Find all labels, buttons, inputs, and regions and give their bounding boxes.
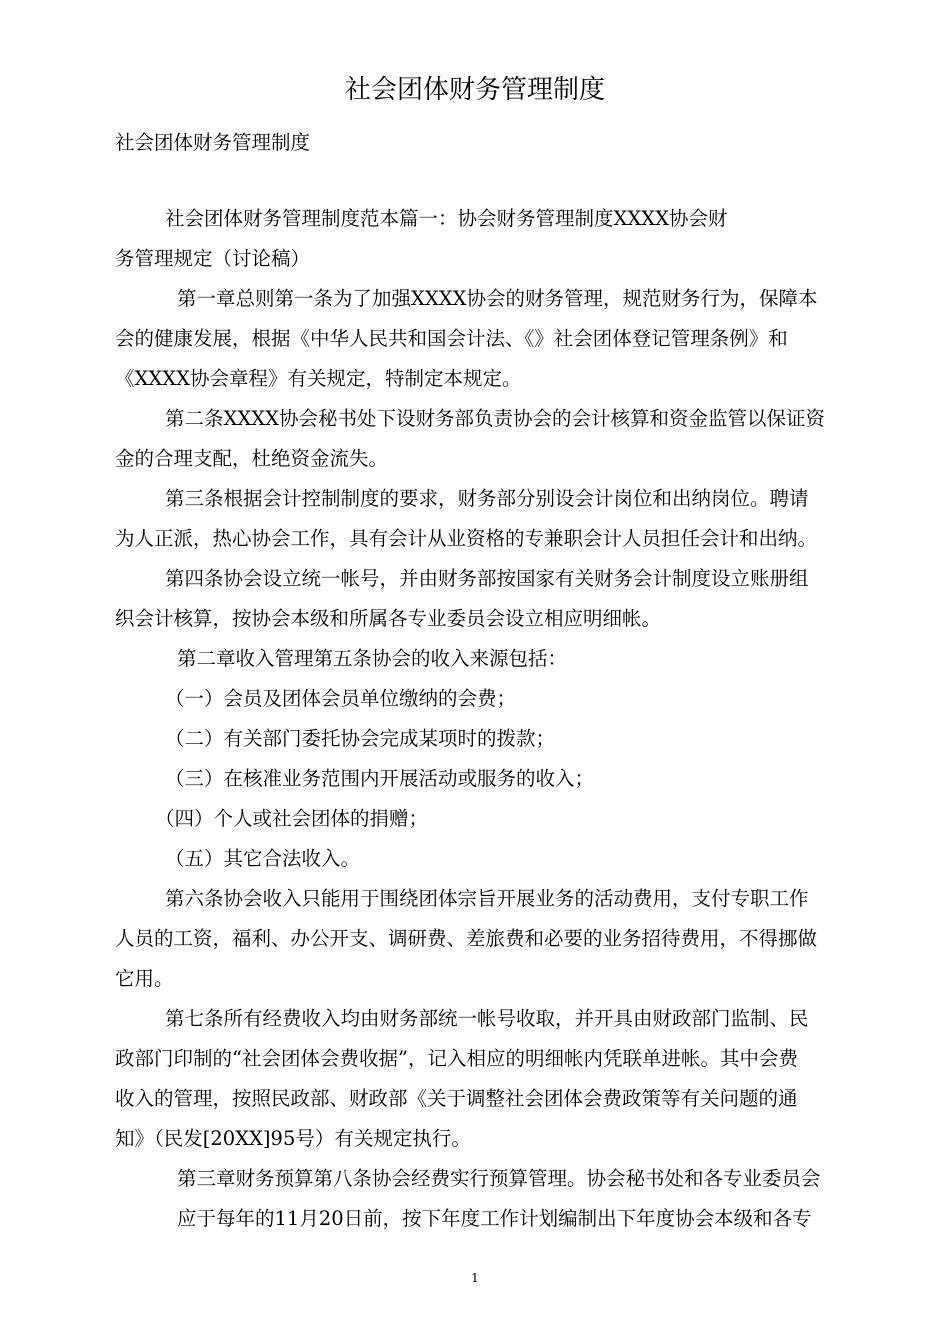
paragraph-line: 第七条所有经费收入均由财务部统一帐号收取，并开具由财政部门监制、民	[165, 1007, 809, 1030]
paragraph-line: 第一章总则第一条为了加强XXXX协会的财务管理，规范财务行为，保障本	[177, 287, 818, 310]
page-number: 1	[471, 1271, 479, 1285]
document-subtitle: 社会团体财务管理制度	[115, 131, 311, 154]
paragraph-line: 第三章财务预算第八条协会经费实行预算管理。协会秘书处和各专业委员会	[177, 1167, 821, 1190]
paragraph-line: 第二章收入管理第五条协会的收入来源包括：	[177, 647, 568, 670]
paragraph-line: 人员的工资，福利、办公开支、调研费、差旅费和必要的业务招待费用，不得挪做	[115, 927, 818, 950]
paragraph-line: 《XXXX协会章程》有关规定，特制定本规定。	[115, 367, 522, 390]
list-item: （二）有关部门委托协会完成某项时的拨款；	[165, 727, 556, 750]
paragraph-line: 第四条协会设立统一帐号，并由财务部按国家有关财务会计制度设立账册组	[165, 567, 809, 590]
paragraph-line: 它用。	[115, 967, 174, 990]
list-item: （五）其它合法收入。	[165, 847, 361, 870]
paragraph-line: 社会团体财务管理制度范本篇一：协会财务管理制度XXXX协会财	[165, 207, 728, 230]
paragraph-line: 第二条XXXX协会秘书处下设财务部负责协会的会计核算和资金监管以保证资	[165, 407, 826, 430]
paragraph-line: 务管理规定（讨论稿）	[115, 247, 311, 270]
paragraph-line: 金的合理支配，杜绝资金流失。	[115, 447, 389, 470]
paragraph-line: 应于每年的11月20日前，按下年度工作计划编制出下年度协会本级和各专	[177, 1207, 812, 1230]
paragraph-line: 政部门印制的“社会团体会费收据”，记入相应的明细帐内凭联单进帐。其中会费	[115, 1047, 798, 1070]
paragraph-line: 会的健康发展，根据《中华人民共和国会计法、《》社会团体登记管理条例》和	[115, 327, 788, 350]
paragraph-line: 第三条根据会计控制制度的要求，财务部分别设会计岗位和出纳岗位。聘请	[165, 487, 809, 510]
paragraph-line: 第六条协会收入只能用于围绕团体宗旨开展业务的活动费用，支付专职工作	[165, 887, 809, 910]
list-item: （三）在核准业务范围内开展活动或服务的收入；	[165, 767, 595, 790]
paragraph-line: 为人正派，热心协会工作，具有会计从业资格的专兼职会计人员担任会计和出纳。	[115, 527, 818, 550]
list-item: （四）个人或社会团体的捐赠；	[155, 807, 429, 830]
paragraph-line: 收入的管理，按照民政部、财政部《关于调整社会团体会费政策等有关问题的通	[115, 1087, 798, 1110]
paragraph-line: 织会计核算，按协会本级和所属各专业委员会设立相应明细帐。	[115, 607, 662, 630]
document-title: 社会团体财务管理制度	[344, 75, 605, 105]
list-item: （一）会员及团体会员单位缴纳的会费；	[165, 687, 517, 710]
paragraph-line: 知》（民发[20XX]95号）有关规定执行。	[115, 1127, 471, 1150]
